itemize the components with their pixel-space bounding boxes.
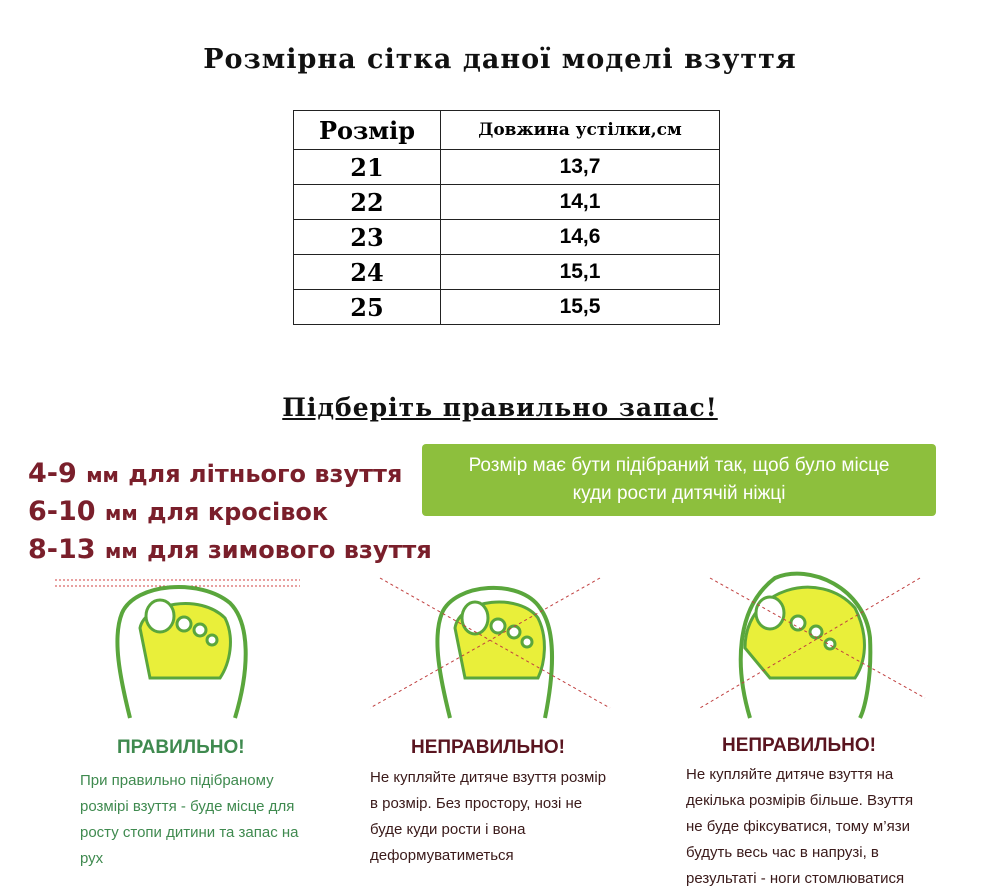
rule-winter	[28, 534, 432, 565]
rule-text: для кросівок	[147, 498, 329, 526]
size-cell: 22	[294, 185, 441, 220]
table-row	[294, 290, 720, 325]
rule-text: для літнього взуття	[128, 460, 403, 488]
note-line: Розмір має бути підібраний так, щоб було місце	[468, 455, 890, 476]
case-correct-heading: ПРАВИЛЬНО!	[117, 737, 245, 758]
growth-note	[422, 444, 936, 516]
size-cell: 21	[294, 150, 441, 185]
foot-too-big-illustration	[690, 568, 940, 728]
desc-line: При правильно підібраному	[80, 772, 274, 789]
desc-line: Не купляйте дитяче взуття розмір	[370, 769, 607, 786]
desc-line: не буде фіксуватися, тому м’язи	[686, 818, 910, 835]
length-cell: 15,1	[441, 255, 720, 290]
rule-range: 6-10	[28, 496, 96, 527]
table-row	[294, 185, 720, 220]
page-title: Розмірна сітка даної моделі взуття	[203, 44, 797, 75]
size-table	[293, 110, 720, 325]
desc-line: декілька розмірів більше. Взуття	[686, 792, 914, 809]
table-row	[294, 150, 720, 185]
length-cell: 14,1	[441, 185, 720, 220]
desc-line: в розмір. Без простору, нозі не	[370, 795, 583, 812]
desc-line: будуть весь час в напрузі, в	[686, 844, 879, 861]
desc-line: росту стопи дитини та запас на	[80, 824, 299, 841]
case-too-small-description	[370, 765, 606, 869]
rule-range: 4-9	[28, 458, 77, 489]
table-row	[294, 255, 720, 290]
rule-unit: мм	[104, 501, 138, 525]
case-too-small-heading: НЕПРАВИЛЬНО!	[411, 737, 565, 758]
size-cell: 23	[294, 220, 441, 255]
case-too-big-heading: НЕПРАВИЛЬНО!	[722, 735, 876, 756]
rule-summer	[28, 458, 402, 489]
desc-line: розмірі взуття - буде місце для	[80, 798, 295, 815]
rule-unit: мм	[104, 539, 138, 563]
size-cell: 24	[294, 255, 441, 290]
foot-correct-illustration	[50, 568, 310, 728]
table-header-row	[294, 111, 720, 150]
foot-too-small-illustration	[370, 568, 620, 728]
case-correct-description	[80, 768, 299, 872]
desc-line: Не купляйте дитяче взуття на	[686, 766, 894, 783]
header-size: Розмір	[294, 111, 441, 150]
note-line: куди рости дитячій ніжці	[572, 483, 786, 504]
table-row	[294, 220, 720, 255]
length-cell: 14,6	[441, 220, 720, 255]
header-length: Довжина устілки,см	[441, 111, 720, 150]
length-cell: 15,5	[441, 290, 720, 325]
subtitle: Підберіть правильно запас!	[282, 393, 718, 422]
desc-line: буде куди рости і вона	[370, 821, 526, 838]
desc-line: рух	[80, 850, 104, 867]
desc-line: деформуватиметься	[370, 847, 514, 864]
case-too-big-description	[686, 762, 913, 890]
subtitle-wrap	[0, 393, 1000, 422]
rule-text: для зимового взуття	[147, 536, 432, 564]
desc-line: результаті - ноги стомлюватися	[686, 870, 905, 887]
rule-range: 8-13	[28, 534, 96, 565]
length-cell: 13,7	[441, 150, 720, 185]
rule-unit: мм	[86, 463, 119, 487]
size-cell: 25	[294, 290, 441, 325]
rule-sneakers	[28, 496, 328, 527]
